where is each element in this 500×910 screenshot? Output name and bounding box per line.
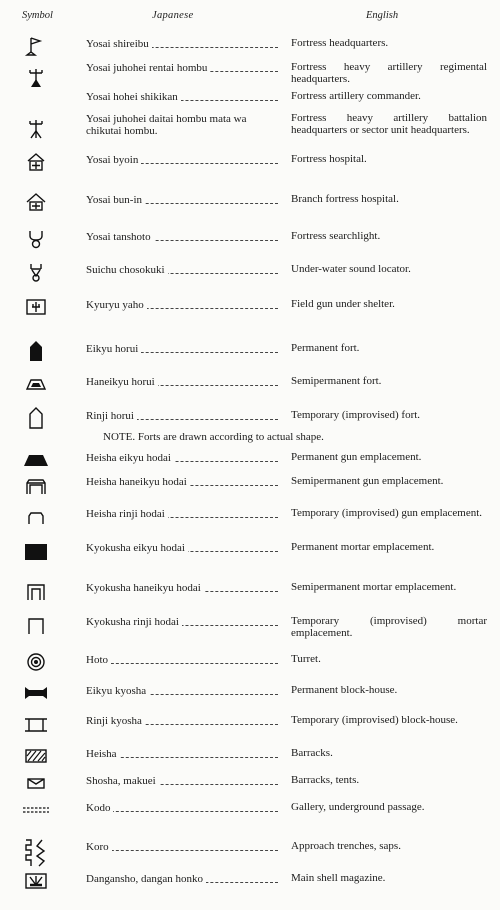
japanese-term-text: Heisha haneikyu hodai — [86, 476, 190, 488]
searchlight-icon — [18, 227, 54, 251]
japanese-term — [86, 154, 278, 166]
japanese-term-text: Kodo — [86, 802, 113, 814]
japanese-term — [86, 841, 278, 853]
sound-locator-icon — [18, 260, 54, 284]
temporary-fort-icon — [18, 406, 54, 430]
japanese-term — [86, 802, 278, 814]
japanese-term — [86, 542, 278, 554]
permanent-gun-emplacement-icon — [18, 448, 54, 472]
header-symbol: Symbol — [22, 10, 53, 21]
semipermanent-mortar-emplacement-icon — [18, 580, 54, 604]
english-meaning: Turret. — [291, 653, 321, 665]
english-meaning: Gallery, underground passage. — [291, 801, 425, 813]
japanese-term-text: Yosai bun-in — [86, 194, 145, 206]
turret-icon — [18, 650, 54, 674]
japanese-term-text: Kyuryu yaho — [86, 299, 147, 311]
japanese-term-text: Suichu chosokuki — [86, 264, 168, 276]
english-meaning: Fortress headquarters. — [291, 37, 389, 49]
field-gun-shelter-icon — [18, 295, 54, 319]
english-meaning: Barracks. — [291, 747, 333, 759]
japanese-term-text: Yosai hohei shikikan — [86, 91, 181, 103]
japanese-term-text: Rinji kyosha — [86, 715, 145, 727]
temporary-gun-emplacement-icon — [18, 506, 54, 530]
japanese-term — [86, 38, 278, 50]
english-meaning: Under-water sound locator. — [291, 263, 411, 275]
english-meaning: Temporary (improvised) gun emplacement. — [291, 507, 483, 519]
japanese-term — [86, 476, 278, 488]
japanese-term-text: Kyokusha haneikyu hodai — [86, 582, 204, 594]
japanese-term — [86, 654, 278, 666]
english-meaning: Semipermanent mortar emplacement. — [291, 581, 457, 593]
japanese-term-text: Heisha rinji hodai — [86, 508, 168, 520]
english-meaning: Approach trenches, saps. — [291, 840, 401, 852]
japanese-term — [86, 113, 278, 137]
symbol-cell — [18, 87, 54, 111]
japanese-term — [86, 452, 278, 464]
forts-note: NOTE. Forts are drawn according to actual shape. — [103, 431, 324, 443]
english-meaning: Temporary (improvised) block-house. — [291, 714, 458, 726]
japanese-term — [86, 194, 278, 206]
english-meaning: Main shell magazine. — [291, 872, 386, 884]
japanese-term — [86, 582, 278, 594]
english-meaning: Permanent mortar emplacement. — [291, 541, 435, 553]
english-meaning: Field gun under shelter. — [291, 298, 395, 310]
japanese-term-text: Yosai juhohei rentai hombu — [86, 62, 210, 74]
japanese-term — [86, 616, 278, 628]
fortress-hq-flag-icon — [18, 34, 54, 58]
japanese-term-text: Koro — [86, 841, 112, 853]
header-japanese: Japanese — [152, 10, 194, 21]
japanese-term-text: Yosai tanshoto — [86, 231, 154, 243]
english-meaning: Barracks, tents. — [291, 774, 360, 786]
temporary-blockhouse-icon — [18, 713, 54, 737]
permanent-blockhouse-icon — [18, 681, 54, 705]
japanese-term-text: Hoto — [86, 654, 111, 666]
japanese-term-text: Heisha eikyu hodai — [86, 452, 174, 464]
japanese-term-text: Haneikyu horui — [86, 376, 158, 388]
japanese-term-text: Kyokusha rinji hodai — [86, 616, 182, 628]
english-meaning: Fortress heavy artillery regimental headquarters. — [291, 61, 487, 85]
approach-trenches-icon — [18, 841, 54, 865]
japanese-term — [86, 775, 278, 787]
english-meaning: Fortress heavy artillery battalion headquarters or sector unit headquarters. — [291, 112, 487, 136]
japanese-term-text: Heisha — [86, 748, 120, 760]
english-meaning: Permanent gun emplacement. — [291, 451, 422, 463]
japanese-term-text: Shosha, makuei — [86, 775, 159, 787]
japanese-term — [86, 376, 278, 388]
english-meaning: Fortress hospital. — [291, 153, 367, 165]
japanese-term-text: Kyokusha eikyu hodai — [86, 542, 188, 554]
japanese-term — [86, 343, 278, 355]
japanese-term-text: Eikyu horui — [86, 343, 141, 355]
shell-magazine-icon — [18, 869, 54, 893]
english-meaning: Temporary (improvised) mortar emplacement. — [291, 615, 487, 639]
semipermanent-fort-icon — [18, 372, 54, 396]
japanese-term-text: Rinji horui — [86, 410, 137, 422]
japanese-term — [86, 299, 278, 311]
japanese-term — [86, 91, 278, 103]
permanent-fort-icon — [18, 339, 54, 363]
fortress-hospital-icon — [18, 150, 54, 174]
japanese-term — [86, 264, 278, 276]
barracks-icon — [18, 744, 54, 768]
fortress-heavy-artillery-battalion-icon — [18, 117, 54, 141]
english-meaning: Semipermanent fort. — [291, 375, 382, 387]
japanese-term — [86, 231, 278, 243]
header-english: English — [366, 10, 399, 21]
english-meaning: Temporary (improvised) fort. — [291, 409, 421, 421]
japanese-term-text: Eikyu kyosha — [86, 685, 149, 697]
japanese-term — [86, 748, 278, 760]
branch-fortress-hospital-icon — [18, 190, 54, 214]
english-meaning: Branch fortress hospital. — [291, 193, 399, 205]
semipermanent-gun-emplacement-icon — [18, 474, 54, 498]
japanese-term — [86, 508, 278, 520]
japanese-term — [86, 873, 278, 885]
japanese-term — [86, 62, 278, 74]
japanese-term-text: Yosai byoin — [86, 154, 141, 166]
permanent-mortar-emplacement-icon — [18, 540, 54, 564]
temporary-mortar-emplacement-icon — [18, 614, 54, 638]
english-meaning: Permanent fort. — [291, 342, 360, 354]
japanese-term — [86, 715, 278, 727]
japanese-term-text: Dangansho, dangan honko — [86, 873, 206, 885]
japanese-term-text: Yosai juhohei daitai hombu mata wa chikutai hombu. — [86, 113, 247, 137]
english-meaning: Fortress artillery commander. — [291, 90, 421, 102]
barracks-tents-icon — [18, 771, 54, 795]
english-meaning: Permanent block-house. — [291, 684, 398, 696]
japanese-term — [86, 410, 278, 422]
english-meaning: Semipermanent gun emplacement. — [291, 475, 444, 487]
gallery-icon — [18, 798, 54, 822]
japanese-term-text: Yosai shireibu — [86, 38, 152, 50]
english-meaning: Fortress searchlight. — [291, 230, 381, 242]
japanese-term — [86, 685, 278, 697]
